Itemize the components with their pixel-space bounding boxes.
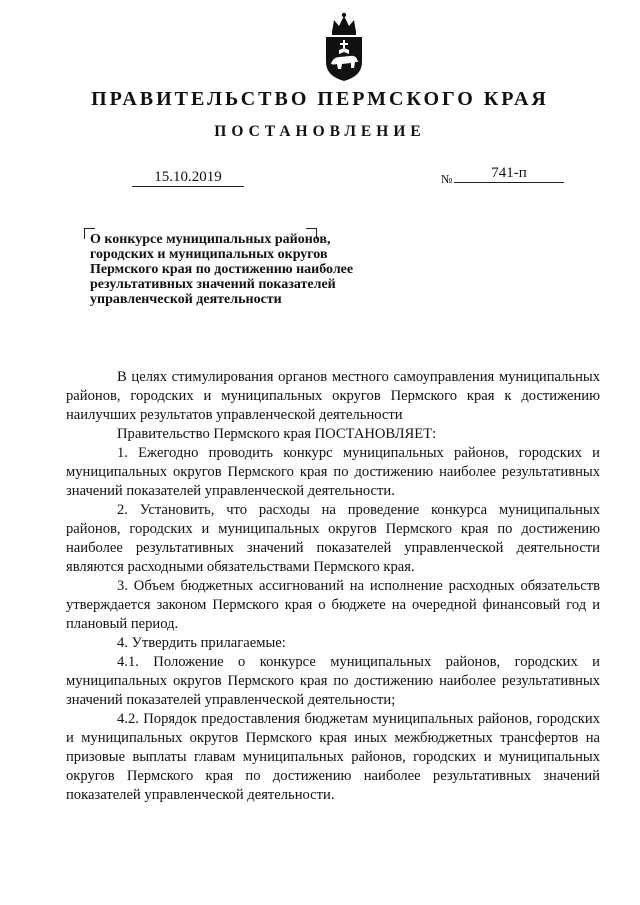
document-subject: [90, 232, 390, 307]
document-number: [454, 164, 564, 183]
item-2-paragraph: 2. Установить, что расходы на проведение конкурса муниципальных районов, городских и муниципальных округов Пермского края по достижению наиболее результативных значений показателей управленческой деятельности являются расходными обязательствами Пермского края.: [66, 502, 600, 575]
number-label: №: [441, 172, 453, 186]
decree-paragraph: Правительство Пермского края ПОСТАНОВЛЯЕТ:: [117, 426, 437, 442]
item-3-paragraph: 3. Объем бюджетных ассигнований на исполнение расходных обязательств утверждается законом Пермского края о бюджете на очередной финансовый год и плановый период.: [66, 578, 600, 632]
perm-krai-coat-of-arms-icon: [322, 12, 366, 82]
document-type: ПОСТАНОВЛЕНИЕ: [214, 123, 426, 140]
item-4-paragraph: 4. Утвердить прилагаемые:: [117, 635, 286, 651]
preamble-paragraph: В целях стимулирования органов местного самоуправления муниципальных районов, городских и муниципальных округов Пермского края к достижению наилучших результатов управленческой деятельности: [66, 369, 600, 423]
document-body: [66, 368, 600, 805]
item-1-paragraph: 1. Ежегодно проводить конкурс муниципальных районов, городских и муниципальных округов Пермского края по достижению наиболее результативных значений показателей управленческой деятельности.: [66, 445, 600, 499]
government-title: ПРАВИТЕЛЬСТВО ПЕРМСКОГО КРАЯ: [91, 88, 549, 110]
subject-line: Пермского края по достижению наиболее: [90, 262, 354, 277]
subject-line: городских и муниципальных округов: [90, 247, 328, 262]
item-4-1-paragraph: 4.1. Положение о конкурсе муниципальных районов, городских и муниципальных округов Пермского края по достижению наиболее результативных значений показателей управленческой деятельности;: [66, 654, 600, 708]
subject-line: результативных значений показателей: [90, 277, 336, 292]
document-date: [132, 168, 244, 187]
subject-line: О конкурсе муниципальных районов,: [90, 232, 331, 247]
date-value: 15.10.2019: [154, 169, 222, 185]
item-4-2-paragraph: 4.2. Порядок предоставления бюджетам муниципальных районов, городских и муниципальных округов Пермского края иных межбюджетных трансфертов на призовые выплаты главам муниципальных районов, городских и муниципальных округов Пермского края по достижению наиболее результативных значений показателей управленческой деятельности.: [66, 711, 600, 803]
number-value: 741-п: [491, 165, 527, 181]
subject-line: управленческой деятельности: [90, 292, 282, 307]
